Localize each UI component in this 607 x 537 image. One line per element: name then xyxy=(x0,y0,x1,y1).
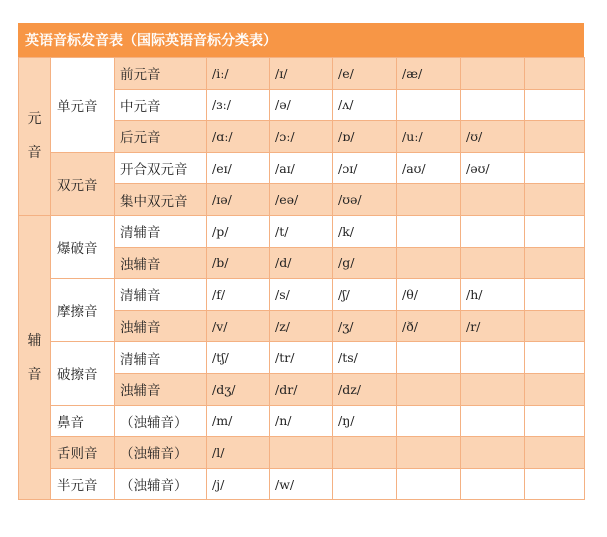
ipa-cell: /e/ xyxy=(333,58,397,90)
row-label: （浊辅音） xyxy=(115,405,207,437)
ipa-cell xyxy=(397,342,461,374)
row-label: 清辅音 xyxy=(115,342,207,374)
subgroup-cell-semivowel: 半元音 xyxy=(51,468,115,500)
ipa-cell: /j/ xyxy=(207,468,270,500)
ipa-cell xyxy=(397,89,461,121)
ipa-cell: /dr/ xyxy=(270,373,333,405)
ipa-cell: /f/ xyxy=(207,279,270,311)
ipa-cell xyxy=(397,437,461,469)
ipa-cell: /n/ xyxy=(270,405,333,437)
ipa-cell: /p/ xyxy=(207,215,270,247)
ipa-cell: /t/ xyxy=(270,215,333,247)
ipa-cell: /s/ xyxy=(270,279,333,311)
row-label: （浊辅音） xyxy=(115,468,207,500)
ipa-cell: /m/ xyxy=(207,405,270,437)
ipa-cell xyxy=(461,437,525,469)
ipa-cell: /θ/ xyxy=(397,279,461,311)
row-label: 浊辅音 xyxy=(115,373,207,405)
ipa-cell: /eɪ/ xyxy=(207,152,270,184)
ipa-cell: /uː/ xyxy=(397,121,461,153)
ipa-cell: /ɑː/ xyxy=(207,121,270,153)
row-label: 前元音 xyxy=(115,58,207,90)
ipa-cell: /b/ xyxy=(207,247,270,279)
row-label: 开合双元音 xyxy=(115,152,207,184)
ipa-cell xyxy=(461,89,525,121)
group-cell-consonant xyxy=(19,215,51,499)
table-row xyxy=(19,215,585,247)
ipa-cell xyxy=(461,58,525,90)
ipa-cell xyxy=(461,247,525,279)
ipa-cell xyxy=(525,152,585,184)
group-label: 元音 xyxy=(27,111,42,162)
row-label: 后元音 xyxy=(115,121,207,153)
row-label: （浊辅音） xyxy=(115,437,207,469)
ipa-cell: /z/ xyxy=(270,310,333,342)
ipa-cell: /aʊ/ xyxy=(397,152,461,184)
ipa-cell: /ə/ xyxy=(270,89,333,121)
subgroup-cell-affricate: 破擦音 xyxy=(51,342,115,405)
subgroup-cell-monophthong: 单元音 xyxy=(51,58,115,153)
group-cell-vowel xyxy=(19,58,51,216)
ipa-cell xyxy=(333,437,397,469)
ipa-cell xyxy=(397,247,461,279)
ipa-cell xyxy=(525,468,585,500)
ipa-cell xyxy=(525,121,585,153)
ipa-cell: /ʒ/ xyxy=(333,310,397,342)
ipa-cell xyxy=(461,342,525,374)
ipa-cell xyxy=(461,184,525,216)
group-label: 辅音 xyxy=(27,332,42,383)
ipa-cell xyxy=(525,215,585,247)
row-label: 浊辅音 xyxy=(115,247,207,279)
ipa-cell: /r/ xyxy=(461,310,525,342)
ipa-cell: /w/ xyxy=(270,468,333,500)
phonetic-table-container xyxy=(18,23,584,500)
ipa-cell: /ʊə/ xyxy=(333,184,397,216)
ipa-cell xyxy=(525,310,585,342)
subgroup-cell-fricative: 摩擦音 xyxy=(51,279,115,342)
ipa-cell xyxy=(525,247,585,279)
ipa-cell xyxy=(461,373,525,405)
phonetic-table xyxy=(18,57,585,500)
ipa-cell xyxy=(461,468,525,500)
table-title: 英语音标发音表（国际英语音标分类表） xyxy=(18,23,584,57)
ipa-cell: /ʊ/ xyxy=(461,121,525,153)
ipa-cell: /v/ xyxy=(207,310,270,342)
ipa-cell: /əʊ/ xyxy=(461,152,525,184)
ipa-cell: /ʃ/ xyxy=(333,279,397,311)
ipa-cell: /ʌ/ xyxy=(333,89,397,121)
subgroup-cell-lateral: 舌则音 xyxy=(51,437,115,469)
ipa-cell xyxy=(397,468,461,500)
ipa-cell: /eə/ xyxy=(270,184,333,216)
ipa-cell: /g/ xyxy=(333,247,397,279)
ipa-cell xyxy=(525,437,585,469)
ipa-cell: /dʒ/ xyxy=(207,373,270,405)
table-row xyxy=(19,437,585,469)
ipa-cell xyxy=(525,279,585,311)
table-row xyxy=(19,405,585,437)
ipa-cell xyxy=(270,437,333,469)
ipa-cell: /ɪ/ xyxy=(270,58,333,90)
ipa-cell: /tr/ xyxy=(270,342,333,374)
ipa-cell: /ŋ/ xyxy=(333,405,397,437)
ipa-cell: /ɔː/ xyxy=(270,121,333,153)
ipa-cell: /h/ xyxy=(461,279,525,311)
ipa-cell: /tʃ/ xyxy=(207,342,270,374)
ipa-cell xyxy=(397,184,461,216)
row-label: 清辅音 xyxy=(115,215,207,247)
ipa-cell xyxy=(525,405,585,437)
ipa-cell: /dz/ xyxy=(333,373,397,405)
ipa-cell: /ɪə/ xyxy=(207,184,270,216)
ipa-cell: /aɪ/ xyxy=(270,152,333,184)
ipa-cell xyxy=(397,215,461,247)
ipa-cell: /ts/ xyxy=(333,342,397,374)
ipa-cell xyxy=(397,373,461,405)
ipa-cell xyxy=(525,58,585,90)
ipa-cell: /ɒ/ xyxy=(333,121,397,153)
subgroup-cell-diphthong: 双元音 xyxy=(51,152,115,215)
ipa-cell: /k/ xyxy=(333,215,397,247)
ipa-cell xyxy=(525,184,585,216)
ipa-cell: /l/ xyxy=(207,437,270,469)
ipa-cell xyxy=(525,373,585,405)
subgroup-cell-nasal: 鼻音 xyxy=(51,405,115,437)
table-row xyxy=(19,152,585,184)
row-label: 集中双元音 xyxy=(115,184,207,216)
ipa-cell xyxy=(461,215,525,247)
ipa-cell xyxy=(461,405,525,437)
ipa-cell: /iː/ xyxy=(207,58,270,90)
table-row xyxy=(19,468,585,500)
ipa-cell xyxy=(333,468,397,500)
table-row xyxy=(19,342,585,374)
row-label: 浊辅音 xyxy=(115,310,207,342)
row-label: 中元音 xyxy=(115,89,207,121)
table-row xyxy=(19,279,585,311)
table-row xyxy=(19,58,585,90)
row-label: 清辅音 xyxy=(115,279,207,311)
ipa-cell xyxy=(525,342,585,374)
ipa-cell: /ɔɪ/ xyxy=(333,152,397,184)
ipa-cell xyxy=(525,89,585,121)
ipa-cell: /ɜː/ xyxy=(207,89,270,121)
ipa-cell xyxy=(397,405,461,437)
subgroup-cell-plosive: 爆破音 xyxy=(51,215,115,278)
ipa-cell: /ð/ xyxy=(397,310,461,342)
ipa-cell: /d/ xyxy=(270,247,333,279)
ipa-cell: /æ/ xyxy=(397,58,461,90)
